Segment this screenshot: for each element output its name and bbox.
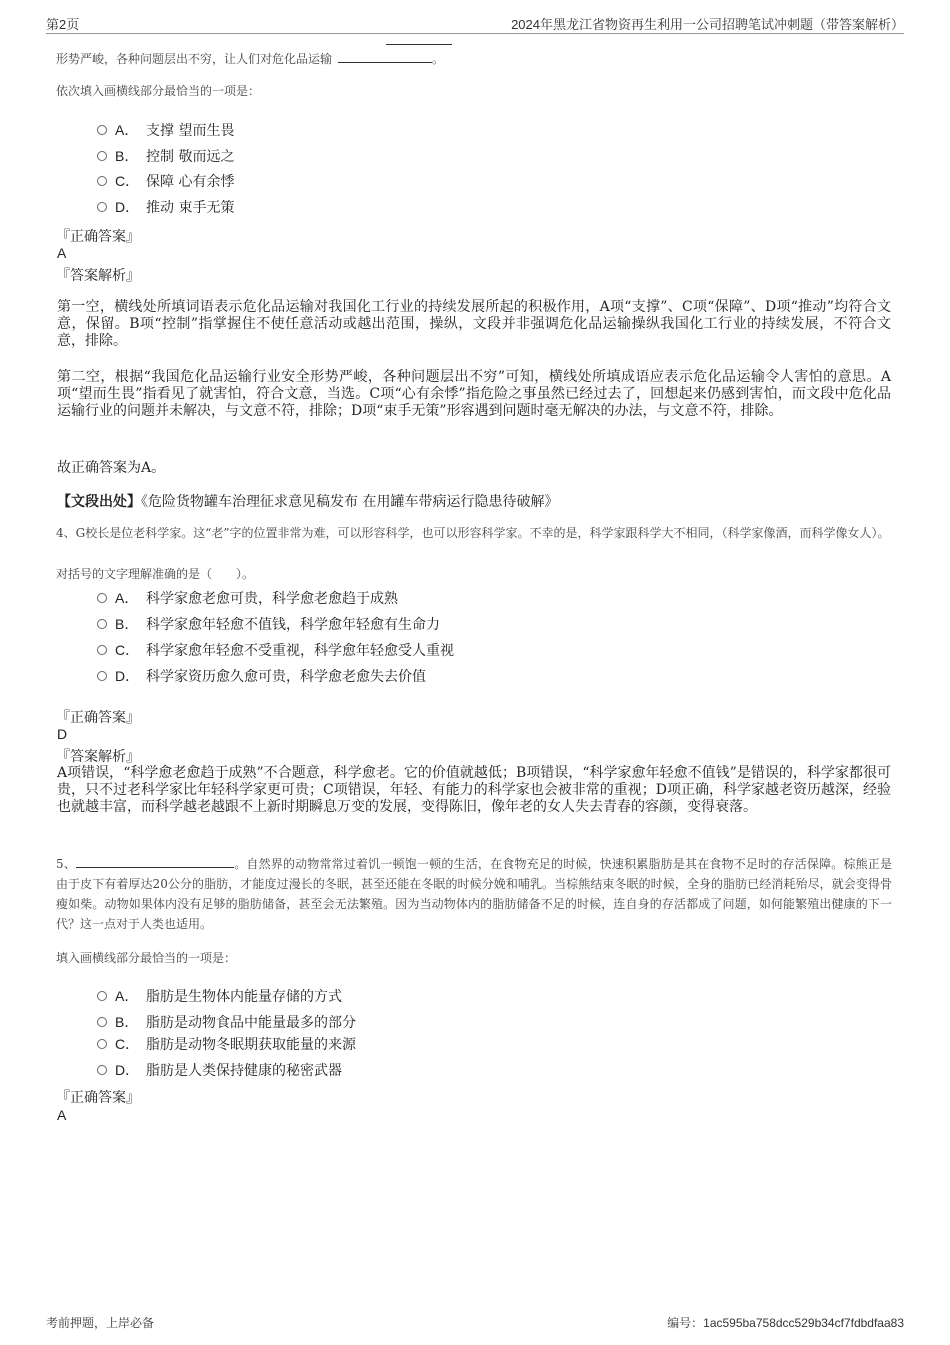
q5-option-d[interactable]: D． 脂肪是人类保持健康的秘密武器 [97,1060,342,1080]
page-number: 第2页 [46,17,80,32]
q3-analysis-paragraph-1: 第一空，横线处所填词语表示危化品运输对我国化工行业的持续发展所起的积极作用，A项“支撑”、C项“保障”、D项“推动”均符合文意，保留。B项“控制”指掌握住不使任意活动或越出范围，操纵，文段并非强调危化品运输操纵我国化工行业的持续发展，不符合文意，排除。 [57,299,891,349]
q3-option-b[interactable]: B． 控制 敬而远之 [97,146,234,166]
q3-option-d[interactable]: D． 推动 束手无策 [97,197,234,217]
q4-option-d[interactable]: D． 科学家资历愈久愈可贵，科学愈老愈失去价值 [97,666,426,686]
q5-instruction: 填入画横线部分最恰当的一项是： [56,951,237,965]
radio-button[interactable] [97,991,107,1001]
radio-button[interactable] [97,1017,107,1027]
q3-option-a[interactable]: A． 支撑 望而生畏 [97,120,234,140]
radio-button[interactable] [97,176,107,186]
q4-option-a[interactable]: A． 科学家愈老愈可贵，科学愈老愈趋于成熟 [97,588,398,608]
q5-option-c[interactable]: C． 脂肪是动物冬眠期获取能量的来源 [97,1034,356,1054]
q4-stem: 4、G校长是位老科学家。这“老”字的位置非常为难，可以形容科学，也可以形容科学家。不幸的是，科学家跟科学大不相同，（科学家像酒，而科学像女人）。 [56,526,890,540]
q4-instruction: 对括号的文字理解准确的是（ ）。 [56,567,255,581]
q3-analysis-paragraph-2: 第二空，根据“我国危化品运输行业安全形势严峻，各种问题层出不穷”可知，横线处所填成语应表示危化品运输令人害怕的意思。A项“望而生畏”指看见了就害怕，符合文意，当选。C项“心有余悸”指危险之事虽然已经过去了，回想起来仍感到害怕，而文段中危化品运输行业的问题并未解决，与文意不符，排除；D项“束手无策”形容遇到问题时毫无解决的办法，与文意不符，排除。 [57,369,891,419]
q5-answer-label: 『正确答案』 [56,1090,140,1106]
q3-analysis-label: 『答案解析』 [56,268,140,284]
radio-button[interactable] [97,151,107,161]
q4-answer-label: 『正确答案』 [56,710,140,726]
radio-button[interactable] [97,125,107,135]
document-title: 2024年黑龙江省物资再生利用一公司招聘笔试冲刺题（带答案解析） [511,17,904,32]
radio-button[interactable] [97,619,107,629]
q3-option-c[interactable]: C． 保障 心有余悸 [97,171,234,191]
q3-source: 【文段出处】《危险货物罐车治理征求意见稿发布 在用罐车带病运行隐患待破解》 [57,494,559,510]
q5-stem: 5、 。自然界的动物常常过着饥一顿饱一顿的生活，在食物充足的时候，快速积累脂肪是其在食物不足时的存活保障。棕熊正是由于皮下有着厚达20公分的脂肪，才能度过漫长的冬眠，甚至还能在冬眠的时候分娩和哺乳。当棕熊结束冬眠的时候，全身的脂肪已经消耗殆尽，就会变得骨瘦如柴。动物如果体内没有足够的脂肪储备，甚至会无法繁殖。因为当动物体内的脂肪储备不足的时候，连自身的存活都成了问题，如何能繁殖出健康的下一代？这一点对于人类也适用。 [56,857,892,931]
q5-option-b[interactable]: B． 脂肪是动物食品中能量最多的部分 [97,1012,356,1032]
q4-option-b[interactable]: B． 科学家愈年轻愈不值钱，科学愈年轻愈有生命力 [97,614,440,634]
radio-button[interactable] [97,645,107,655]
radio-button[interactable] [97,1065,107,1075]
answer-blank [76,855,234,868]
top-blank-line [386,44,452,45]
header-divider [46,33,904,34]
radio-button[interactable] [97,202,107,212]
q3-answer: A [57,245,67,261]
q3-conclusion: 故正确答案为A。 [57,460,166,476]
radio-button[interactable] [97,671,107,681]
q4-option-c[interactable]: C． 科学家愈年轻愈不受重视，科学愈年轻愈受人重视 [97,640,454,660]
footer-slogan: 考前押题，上岸必备 [46,1316,155,1330]
q5-answer: A [57,1107,67,1123]
q4-analysis-label: 『答案解析』 [56,749,140,765]
q3-instruction: 依次填入画横线部分最恰当的一项是： [56,84,261,98]
q3-answer-label: 『正确答案』 [56,229,140,245]
radio-button[interactable] [97,593,107,603]
document-code: 编号：1ac595ba758dcc529b34cf7fdbdfaa83 [667,1316,904,1330]
q4-analysis: A项错误，“科学愈老愈趋于成熟”不合题意，科学愈老。它的价值就越低；B项错误，“科学家愈年轻愈不值钱”是错误的，科学家都很可贵，只不过老科学家比年轻科学家更可贵；C项错误，年轻、有能力的科学家也会被非常的重视；D项正确，科学家越老资历越深，经验也就越丰富，而科学越老越跟不上新时期瞬息万变的发展，变得陈旧，像年老的女人失去青春的容颜，变得衰落。 [57,765,891,815]
q5-option-a[interactable]: A． 脂肪是生物体内能量存储的方式 [97,986,342,1006]
q4-answer: D [57,726,68,742]
radio-button[interactable] [97,1039,107,1049]
answer-blank [338,50,432,63]
q3-stem: 形势严峻，各种问题层出不穷，让人们对危化品运输 。 [56,52,445,66]
